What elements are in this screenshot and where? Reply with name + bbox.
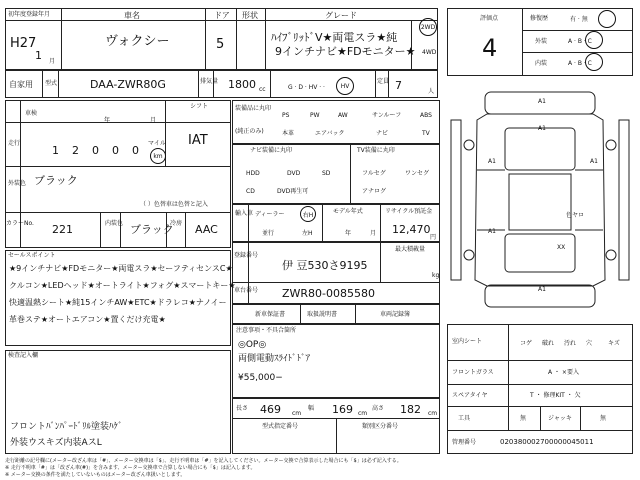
sales-line: 革巻ステ★オートエアコン★置くだけ充電★ [9,315,166,324]
length-value: 469 [260,403,281,416]
dmg-a1-top: A1 [538,125,546,132]
color-no-label: カラーNo. [6,220,34,227]
mileage-digit: 0 [132,144,139,157]
color-no: 221 [52,223,73,236]
drive-4wd: 4WD [422,49,437,56]
model-year-label: モデル年式 [333,208,363,215]
grade-line1: ﾊｲﾌﾞﾘｯﾄﾞV★両電スラ★純 [271,31,398,44]
tv-item: アナログ [362,188,387,195]
notice-label: 注意事項・不具合箇所 [236,327,297,334]
type-no-label: 型式指定番号 [262,423,299,430]
equip-item: ナビ [376,130,389,137]
height-unit: cm [428,410,438,417]
footer-line1: 走行距離の記号欄に(メーター改ざん車は「#」、メーター交換車は「$」、走行不明車は「#」を記入してください。メーター交換で合算表示した場合にも「$」は必ず記入する。 [5,458,402,464]
import-parallel: 並行 [262,230,275,237]
notice-1: ◎OP◎ [238,340,267,350]
remark-2: 外装ウスキズ内装AスL [10,438,102,448]
dmg-xx: XX [557,244,566,251]
car-diagram [447,80,633,320]
equip-item: PW [310,112,320,119]
exterior-label: 外装色 [8,180,27,187]
kg-unit: kg [432,272,440,279]
exterior-grade-options: A · B · C [568,38,592,45]
warranty: 新車保証書 [255,311,286,318]
class-no-label: 類別区分番号 [362,423,399,430]
equip-item: エアバック [315,130,345,137]
mileage-digit: 0 [92,144,99,157]
equip-label: 装備品に丸印 [235,105,272,112]
fuel-hv-circle [336,77,354,95]
ac-label: 冷房 [170,220,183,227]
cc-unit: cc [259,86,266,93]
shift-value: IAT [188,133,208,148]
height-value: 182 [400,403,421,416]
equip-item: 本革 [282,130,295,137]
footer-line2: ※ 走行不明車「#」は「改ざん車(#)」を含みます、メーター交換車で合算しない場合にも「$」は記入します。 [5,465,256,471]
tool-label: 工具 [458,415,471,422]
interior-value: ブラック [130,223,174,236]
mgmt-number: 020380002700000045011 [500,438,594,446]
mile-unit: マイル [148,140,166,147]
mileage-digit: 2 [72,144,79,157]
door-count: 5 [216,37,225,52]
interior-grade-options: A · B · C [568,60,592,67]
disp-label: 排気量 [200,78,219,85]
model-code: DAA-ZWR80G [90,78,166,91]
person-unit: 人 [428,88,435,95]
tv-item: ワンセグ [405,170,430,177]
interior-grade-label: 内装 [535,60,548,67]
reg-year: H27 [10,36,37,51]
drive-2wd: 2WD [420,23,436,31]
yen-unit: 円 [430,234,437,241]
model-month-unit: 月 [370,230,377,237]
score: 4 [482,34,498,62]
jack-label: ジャッキ [548,415,572,422]
tool-none: 無 [520,415,527,422]
sales-label: セールスポイント [8,252,56,259]
name-label: 車名 [124,11,140,20]
nav-item: HDD [246,170,260,177]
color-note: （ ）色替車は色替と記入 [140,201,208,208]
inspect-year-unit: 年 [104,117,111,124]
handle-left: 左H [302,230,313,237]
footer-line3: ※ メーター交換の条件を満たしていないものはメーター改ざん車扱いとします。 [5,472,186,478]
glass-options: A ・ ×要入 [548,369,579,376]
equip-sub: (純正のみ) [235,128,264,135]
max-load-label: 最大積載量 [395,246,426,253]
reg-number: 伊 豆530さ9195 [282,259,368,272]
first-reg-label: 初年度登録年月 [8,11,51,18]
jack-none: 無 [600,415,607,422]
displacement: 1800 [228,78,256,91]
shift-label: シフト [190,103,209,110]
spare-label: スペアタイヤ [452,392,488,399]
interior-label: 内装色 [105,220,124,227]
exterior-grade-label: 外装 [535,38,548,45]
chassis-label: 車台番号 [234,287,259,294]
car-name: ヴォクシー [105,34,170,49]
notice-3: ¥55,000− [238,373,283,383]
width-unit: cm [358,410,368,417]
width-label: 幅 [308,405,315,412]
equip-item: TV [422,130,430,137]
nav-item: DVD再生可 [277,188,309,195]
width-value: 169 [332,403,353,416]
seat-label: 室内シート [452,338,483,345]
use-type: 自家用 [9,80,33,89]
nav-item: DVD [287,170,301,177]
spare-options: T ・ 修理KIT ・ 欠 [530,392,581,399]
model-year-unit: 年 [345,230,352,237]
equip-item: ABS [420,112,432,119]
recycle-value: 12,470 [392,223,431,236]
door-label: ドア [214,11,230,20]
seat-item: キズ [608,340,620,347]
drive-2wd-circle [419,18,437,36]
grade-line2: 9インチナビ★FDモニター★ [275,45,416,58]
handle-right-circle [300,206,316,222]
repair-options: 有 · 無 [570,16,588,23]
seat-item: 穴 [586,340,593,347]
inspect-label: 車検 [25,110,38,117]
capacity-label: 定員 [377,78,390,85]
remark-1: フロントﾊﾞﾝﾊﾟｰﾄﾞﾘﾙ塗装ﾊｹﾞ [10,422,123,432]
dmg-a1-front: A1 [538,98,546,105]
nav-item: CD [246,188,255,195]
seat-item: 汚れ [564,340,577,347]
mileage-label: 走行 [8,140,21,147]
height-label: 高さ [372,405,385,412]
length-label: 長さ [236,405,249,412]
handle-right: 右H [302,211,314,219]
nav-title: ナビ装備に丸印 [250,147,293,154]
seat-item: コゲ [520,340,533,347]
sales-line: クルコン★LEDヘッド★オートライト★フォグ★スマートキー★ [9,281,236,290]
reg-label: 登録番号 [234,252,259,259]
equip-item: AW [338,112,348,119]
mileage-digit: 1 [52,144,59,157]
import-label: 輸入車 [235,210,254,217]
repair-label: 修復歴 [530,15,549,22]
km-unit: km [153,152,163,160]
mileage-digit: 0 [112,144,119,157]
inspector-label: 検査記入欄 [8,352,39,359]
color-value: ブラック [34,174,78,187]
km-circle [150,148,166,164]
dmg-a1-rear-l: A1 [488,228,496,235]
sales-line: 快適温熱シート★純15インチAW★ETC★ドラレコ★ナノイー [9,298,227,307]
recycle-label: リサイクル預託金 [385,208,433,215]
capacity: 7 [395,79,402,92]
score-label: 評価点 [480,15,499,22]
sales-line: ★9インチナビ★FDモニター★両電スラ★セーフティセンスC★ [9,264,233,273]
equip-item: PS [282,112,290,119]
ac-value: AAC [195,223,218,236]
dmg-a1-right: A1 [590,158,598,165]
manual: 取扱説明書 [307,311,338,318]
import-dealer: ディーラー [255,211,285,218]
interior-b-circle [585,53,603,71]
dmg-paint: 色ヤロ [566,212,585,219]
seat-item: 破れ [542,340,555,347]
inspect-month-unit: 月 [150,117,157,124]
nav-item: SD [322,170,331,177]
dmg-a1-rear: A1 [538,286,546,293]
grade-label: グレード [325,11,357,20]
length-unit: cm [292,410,302,417]
shape-label: 形状 [242,11,258,20]
tv-title: TV装備に丸印 [357,147,395,154]
mgmt-label: 管理番号 [452,439,477,446]
reg-month-unit: 月 [49,58,56,65]
exterior-b-circle [585,31,603,49]
repair-none-circle [598,10,616,28]
model-row [5,70,438,98]
equip-item: サンルーフ [372,112,402,119]
reg-month: 1 [35,49,42,62]
glass-label: フロントガラス [452,369,494,376]
fuel-options: G · D · HV · · [288,84,325,91]
record-book: 車両記録簿 [380,311,411,318]
tv-item: フルセグ [362,170,386,177]
notice-2: 両側電動ｽﾗｲﾄﾞﾄﾞｱ [238,354,311,364]
fuel-selected: HV [340,82,350,90]
dmg-a1-left: A1 [488,158,496,165]
chassis-number: ZWR80-0085580 [282,287,376,300]
type-label: 型式 [45,80,58,87]
